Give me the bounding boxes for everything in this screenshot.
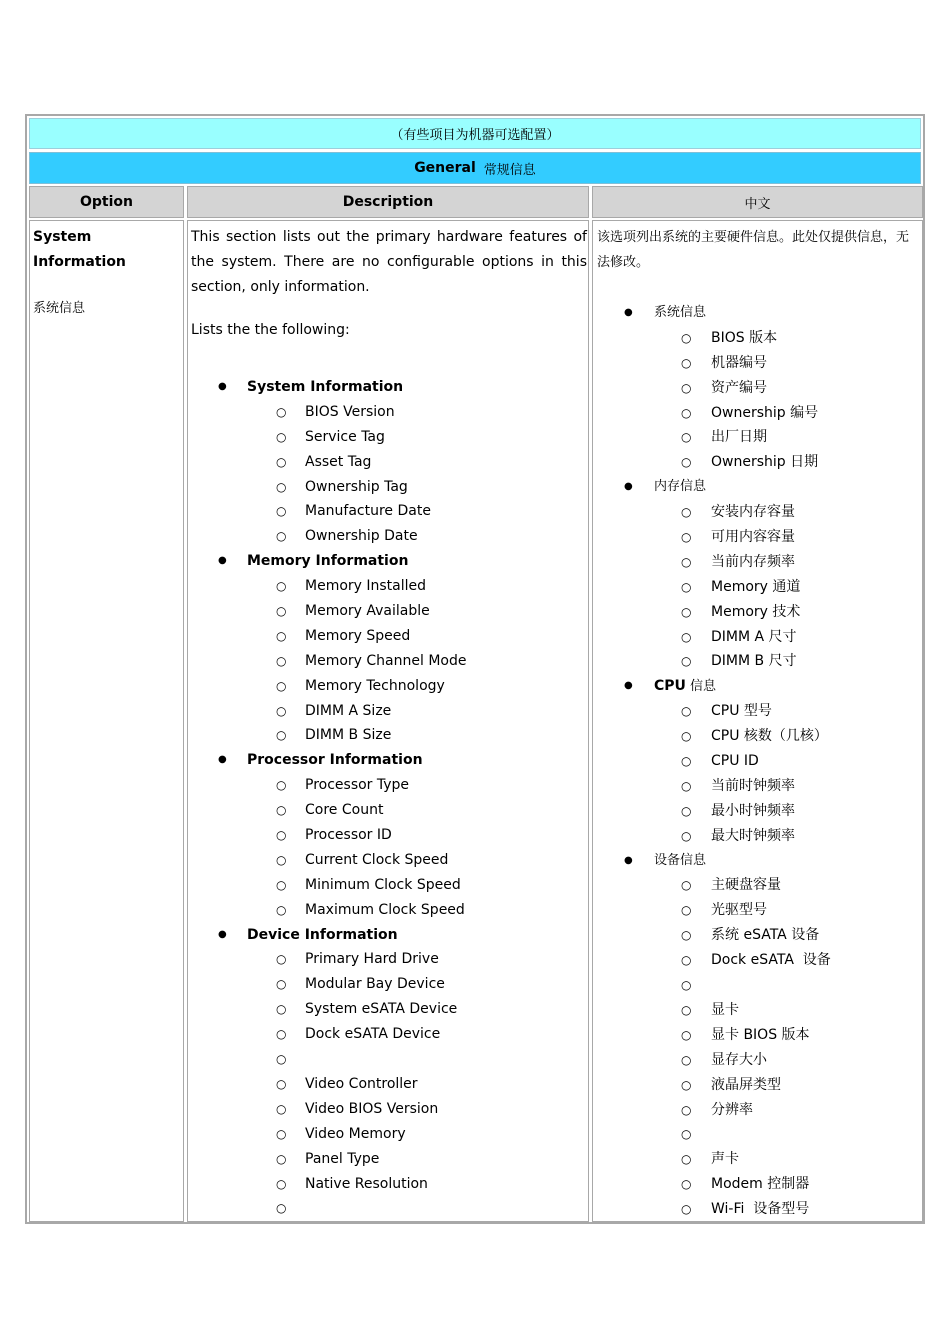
circle-bullet-icon: ○ bbox=[276, 404, 287, 419]
circle-bullet-icon: ○ bbox=[276, 1027, 287, 1042]
description-list bbox=[188, 375, 586, 1221]
sub-item-label: Native Resolution bbox=[305, 1175, 428, 1192]
circle-bullet-icon: ○ bbox=[276, 504, 287, 519]
sub-item-label: Dock eSATA Device bbox=[305, 1026, 441, 1043]
sub-item bbox=[188, 574, 586, 599]
circle-bullet-icon: ○ bbox=[681, 380, 692, 395]
bullet-icon: ● bbox=[624, 307, 633, 318]
sub-item bbox=[593, 824, 920, 849]
sub-item-label: Ownership Date bbox=[305, 528, 418, 545]
sub-item bbox=[188, 475, 586, 500]
sub-item-label: DIMM A Size bbox=[305, 702, 392, 719]
sub-item-label: 声卡 bbox=[711, 1151, 739, 1168]
sub-item-label: Asset Tag bbox=[305, 453, 372, 470]
circle-bullet-icon: ○ bbox=[681, 778, 692, 793]
circle-bullet-icon: ○ bbox=[276, 1151, 287, 1166]
sub-item bbox=[188, 400, 586, 425]
sub-item-label: 可用内容容量 bbox=[711, 529, 795, 546]
group-label: 内存信息 bbox=[654, 479, 707, 495]
group-item bbox=[593, 674, 920, 699]
sub-item-label: Ownership Tag bbox=[305, 478, 408, 495]
sub-item bbox=[593, 973, 920, 998]
circle-bullet-icon: ○ bbox=[681, 953, 692, 968]
sub-item-label: Primary Hard Drive bbox=[305, 951, 439, 968]
sub-item bbox=[593, 799, 920, 824]
circle-bullet-icon: ○ bbox=[276, 529, 287, 544]
sub-item bbox=[188, 1122, 586, 1147]
sub-item-label: Ownership 日期 bbox=[711, 454, 819, 471]
sub-item-label: Current Clock Speed bbox=[305, 851, 449, 868]
sub-item bbox=[188, 425, 586, 450]
circle-bullet-icon: ○ bbox=[681, 978, 692, 993]
sub-item bbox=[593, 774, 920, 799]
sub-item bbox=[188, 450, 586, 475]
sub-item bbox=[188, 499, 586, 524]
circle-bullet-icon: ○ bbox=[681, 903, 692, 918]
sub-item bbox=[593, 550, 920, 575]
sub-item-label: Memory Available bbox=[305, 603, 430, 620]
circle-bullet-icon: ○ bbox=[276, 429, 287, 444]
group-label-bold: CPU bbox=[654, 678, 686, 695]
sub-item-label: Memory Installed bbox=[305, 578, 427, 595]
sub-item-label: 当前内存频率 bbox=[711, 553, 795, 570]
circle-bullet-icon: ○ bbox=[681, 530, 692, 545]
group-item bbox=[188, 748, 586, 773]
sub-item-label: Video Controller bbox=[305, 1075, 418, 1092]
sub-item bbox=[593, 948, 920, 973]
circle-bullet-icon: ○ bbox=[681, 1002, 692, 1017]
circle-bullet-icon: ○ bbox=[276, 728, 287, 743]
sub-item bbox=[188, 873, 586, 898]
circle-bullet-icon: ○ bbox=[276, 454, 287, 469]
chinese-list bbox=[593, 301, 920, 1222]
sub-item bbox=[188, 1147, 586, 1172]
circle-bullet-icon: ○ bbox=[276, 604, 287, 619]
sub-item-label: 当前时钟频率 bbox=[711, 777, 795, 794]
circle-bullet-icon: ○ bbox=[276, 902, 287, 917]
circle-bullet-icon: ○ bbox=[681, 828, 692, 843]
circle-bullet-icon: ○ bbox=[276, 828, 287, 843]
circle-bullet-icon: ○ bbox=[276, 803, 287, 818]
circle-bullet-icon: ○ bbox=[276, 653, 287, 668]
sub-item-label: Dock eSATA 设备 bbox=[711, 952, 831, 969]
chinese-cell bbox=[592, 220, 923, 1222]
sub-item-label: DIMM B Size bbox=[305, 727, 392, 744]
circle-bullet-icon: ○ bbox=[276, 877, 287, 892]
sub-item bbox=[593, 1122, 920, 1147]
sub-item bbox=[188, 773, 586, 798]
bullet-icon: ● bbox=[218, 381, 227, 392]
sub-item bbox=[188, 898, 586, 923]
circle-bullet-icon: ○ bbox=[276, 778, 287, 793]
group-item bbox=[188, 375, 586, 400]
sub-item-label: 出厂日期 bbox=[711, 429, 767, 446]
group-item bbox=[593, 849, 920, 874]
group-item bbox=[593, 475, 920, 500]
circle-bullet-icon: ○ bbox=[681, 405, 692, 420]
sub-item-label: 机器编号 bbox=[711, 354, 767, 371]
sub-item bbox=[188, 798, 586, 823]
sub-item bbox=[593, 873, 920, 898]
sub-item-label: 液晶屏类型 bbox=[711, 1076, 781, 1093]
circle-bullet-icon: ○ bbox=[681, 1202, 692, 1217]
sub-item-label: Modular Bay Device bbox=[305, 976, 445, 993]
sub-item-label: 最小时钟频率 bbox=[711, 802, 795, 819]
group-item bbox=[188, 549, 586, 574]
sub-item-label: Minimum Clock Speed bbox=[305, 876, 461, 893]
group-label: Device Information bbox=[247, 926, 398, 943]
circle-bullet-icon: ○ bbox=[276, 1076, 287, 1091]
sub-item-label: Video BIOS Version bbox=[305, 1100, 439, 1117]
sub-item-label: Maximum Clock Speed bbox=[305, 901, 465, 918]
bullet-icon: ● bbox=[624, 481, 633, 493]
sub-item bbox=[593, 500, 920, 525]
sub-item bbox=[593, 1172, 920, 1197]
circle-bullet-icon: ○ bbox=[681, 729, 692, 744]
circle-bullet-icon: ○ bbox=[681, 654, 692, 669]
sub-item bbox=[188, 997, 586, 1022]
sub-item bbox=[593, 998, 920, 1023]
sub-item-label: Memory Speed bbox=[305, 627, 411, 644]
sub-item-label: Core Count bbox=[305, 802, 384, 819]
description-intro: Lists the the following: bbox=[191, 322, 350, 338]
circle-bullet-icon: ○ bbox=[681, 754, 692, 769]
sub-item-label: Memory Technology bbox=[305, 677, 445, 694]
sub-item bbox=[593, 1048, 920, 1073]
header-chinese: 中文 bbox=[592, 186, 923, 218]
sub-item-label: 资产编号 bbox=[711, 379, 767, 396]
sub-item bbox=[188, 723, 586, 748]
sub-item-label: Manufacture Date bbox=[305, 503, 431, 520]
circle-bullet-icon: ○ bbox=[276, 579, 287, 594]
sub-item-label: Memory 通道 bbox=[711, 578, 801, 595]
sub-item-label: DIMM B 尺寸 bbox=[711, 653, 797, 670]
sub-item bbox=[593, 699, 920, 724]
circle-bullet-icon: ○ bbox=[681, 1127, 692, 1142]
sub-item-label: DIMM A 尺寸 bbox=[711, 628, 797, 645]
sub-item bbox=[593, 724, 920, 749]
group-item bbox=[188, 923, 586, 948]
sub-item bbox=[593, 600, 920, 625]
sub-item bbox=[188, 649, 586, 674]
circle-bullet-icon: ○ bbox=[681, 1052, 692, 1067]
circle-bullet-icon: ○ bbox=[276, 1176, 287, 1191]
sub-item bbox=[593, 575, 920, 600]
sub-item bbox=[593, 1023, 920, 1048]
circle-bullet-icon: ○ bbox=[276, 1002, 287, 1017]
sub-item bbox=[593, 1197, 920, 1222]
description-text: This section lists out the primary hardware features of the system. There are no configurable options in this section, only information. bbox=[191, 229, 587, 295]
sub-item bbox=[188, 972, 586, 997]
circle-bullet-icon: ○ bbox=[681, 355, 692, 370]
sub-item-label: 主硬盘容量 bbox=[711, 877, 781, 894]
section-title-zh: 常规信息 bbox=[483, 162, 536, 178]
sub-item-label: Video Memory bbox=[305, 1125, 406, 1142]
circle-bullet-icon: ○ bbox=[681, 554, 692, 569]
circle-bullet-icon: ○ bbox=[681, 430, 692, 445]
sub-item-label: 显卡 BIOS 版本 bbox=[711, 1026, 810, 1043]
sub-item bbox=[188, 1047, 586, 1072]
sub-item bbox=[188, 947, 586, 972]
circle-bullet-icon: ○ bbox=[276, 1126, 287, 1141]
header-description: Description bbox=[187, 186, 589, 218]
sub-item bbox=[593, 1147, 920, 1172]
bullet-icon: ● bbox=[624, 680, 633, 692]
sub-item-label: CPU 型号 bbox=[711, 703, 772, 720]
section-title-en: General bbox=[414, 160, 476, 176]
sub-item-label: 系统 eSATA 设备 bbox=[711, 927, 820, 944]
circle-bullet-icon: ○ bbox=[276, 479, 287, 494]
sub-item bbox=[593, 326, 920, 351]
circle-bullet-icon: ○ bbox=[681, 330, 692, 345]
sub-item bbox=[593, 351, 920, 376]
sub-item bbox=[188, 599, 586, 624]
group-label bbox=[654, 674, 716, 700]
sub-item bbox=[593, 1098, 920, 1123]
bullet-icon: ● bbox=[218, 555, 227, 567]
sub-item-label: Wi-Fi 设备型号 bbox=[711, 1201, 810, 1218]
sub-item bbox=[188, 624, 586, 649]
group-item bbox=[593, 301, 920, 326]
sub-item-label: Panel Type bbox=[305, 1150, 380, 1167]
chinese-description-text: 该选项列出系统的主要硬件信息。此处仅提供信息，无法修改。 bbox=[597, 230, 910, 270]
circle-bullet-icon: ○ bbox=[681, 803, 692, 818]
circle-bullet-icon: ○ bbox=[681, 878, 692, 893]
sub-item bbox=[593, 525, 920, 550]
sub-item bbox=[593, 625, 920, 650]
sub-item bbox=[188, 823, 586, 848]
sub-item bbox=[188, 1172, 586, 1197]
group-label: Processor Information bbox=[247, 752, 423, 769]
sub-item bbox=[188, 1072, 586, 1097]
sub-item-label: 安装内存容量 bbox=[711, 504, 795, 521]
sub-item-label: BIOS Version bbox=[305, 403, 395, 420]
bullet-icon: ● bbox=[218, 754, 227, 766]
section-title bbox=[29, 152, 921, 184]
sub-item-label: 光驱型号 bbox=[711, 902, 767, 919]
circle-bullet-icon: ○ bbox=[681, 604, 692, 619]
circle-bullet-icon: ○ bbox=[276, 678, 287, 693]
option-title: System Information bbox=[33, 229, 126, 270]
circle-bullet-icon: ○ bbox=[681, 455, 692, 470]
sub-item bbox=[188, 848, 586, 873]
circle-bullet-icon: ○ bbox=[681, 1027, 692, 1042]
sub-item bbox=[188, 524, 586, 549]
sub-item bbox=[593, 1073, 920, 1098]
bullet-icon: ● bbox=[624, 854, 633, 866]
optional-note: （有些项目为机器可选配置） bbox=[29, 118, 921, 149]
general-table bbox=[25, 114, 925, 1224]
circle-bullet-icon: ○ bbox=[276, 628, 287, 643]
sub-item-label: BIOS 版本 bbox=[711, 329, 778, 346]
option-cell bbox=[29, 220, 184, 1222]
bullet-icon: ● bbox=[218, 928, 227, 940]
sub-item-label: Memory 技术 bbox=[711, 603, 801, 620]
sub-item bbox=[593, 923, 920, 948]
group-label: 设备信息 bbox=[654, 852, 707, 868]
circle-bullet-icon: ○ bbox=[681, 505, 692, 520]
circle-bullet-icon: ○ bbox=[681, 1102, 692, 1117]
sub-item bbox=[593, 401, 920, 426]
sub-item-label: 显卡 bbox=[711, 1001, 739, 1018]
group-label-rest: 信息 bbox=[685, 679, 717, 695]
sub-item bbox=[593, 749, 920, 774]
sub-item-label: Processor Type bbox=[305, 777, 410, 794]
sub-item-label: 最大时钟频率 bbox=[711, 827, 795, 844]
circle-bullet-icon: ○ bbox=[276, 1201, 287, 1216]
sub-item-label: CPU 核数（几核） bbox=[711, 728, 828, 745]
sub-item-label: Memory Channel Mode bbox=[305, 652, 467, 669]
circle-bullet-icon: ○ bbox=[681, 629, 692, 644]
option-title-zh: 系统信息 bbox=[33, 301, 86, 316]
circle-bullet-icon: ○ bbox=[681, 1077, 692, 1092]
sub-item bbox=[593, 450, 920, 475]
circle-bullet-icon: ○ bbox=[276, 977, 287, 992]
group-label: System Information bbox=[247, 379, 404, 395]
circle-bullet-icon: ○ bbox=[681, 1177, 692, 1192]
sub-item bbox=[593, 425, 920, 450]
sub-item bbox=[188, 1196, 586, 1221]
description-cell bbox=[187, 220, 589, 1222]
circle-bullet-icon: ○ bbox=[681, 1152, 692, 1167]
sub-item-label: Ownership 编号 bbox=[711, 404, 819, 421]
sub-item-label: CPU ID bbox=[711, 753, 759, 770]
circle-bullet-icon: ○ bbox=[276, 852, 287, 867]
circle-bullet-icon: ○ bbox=[276, 952, 287, 967]
circle-bullet-icon: ○ bbox=[276, 1052, 287, 1067]
sub-item-label: Modem 控制器 bbox=[711, 1176, 810, 1193]
group-label: 系统信息 bbox=[654, 305, 707, 320]
circle-bullet-icon: ○ bbox=[681, 579, 692, 594]
circle-bullet-icon: ○ bbox=[681, 704, 692, 719]
group-label: Memory Information bbox=[247, 553, 409, 570]
sub-item-label: Service Tag bbox=[305, 428, 385, 445]
sub-item bbox=[593, 376, 920, 401]
sub-item bbox=[593, 649, 920, 674]
sub-item bbox=[188, 1022, 586, 1047]
header-option: Option bbox=[29, 186, 184, 218]
sub-item-label: Processor ID bbox=[305, 827, 392, 844]
sub-item-label: 分辨率 bbox=[711, 1101, 753, 1118]
sub-item bbox=[188, 674, 586, 699]
sub-item-label: 显存大小 bbox=[711, 1051, 767, 1068]
sub-item bbox=[188, 699, 586, 724]
sub-item bbox=[188, 1097, 586, 1122]
sub-item bbox=[593, 898, 920, 923]
circle-bullet-icon: ○ bbox=[681, 928, 692, 943]
circle-bullet-icon: ○ bbox=[276, 703, 287, 718]
sub-item-label: System eSATA Device bbox=[305, 1001, 458, 1018]
circle-bullet-icon: ○ bbox=[276, 1101, 287, 1116]
